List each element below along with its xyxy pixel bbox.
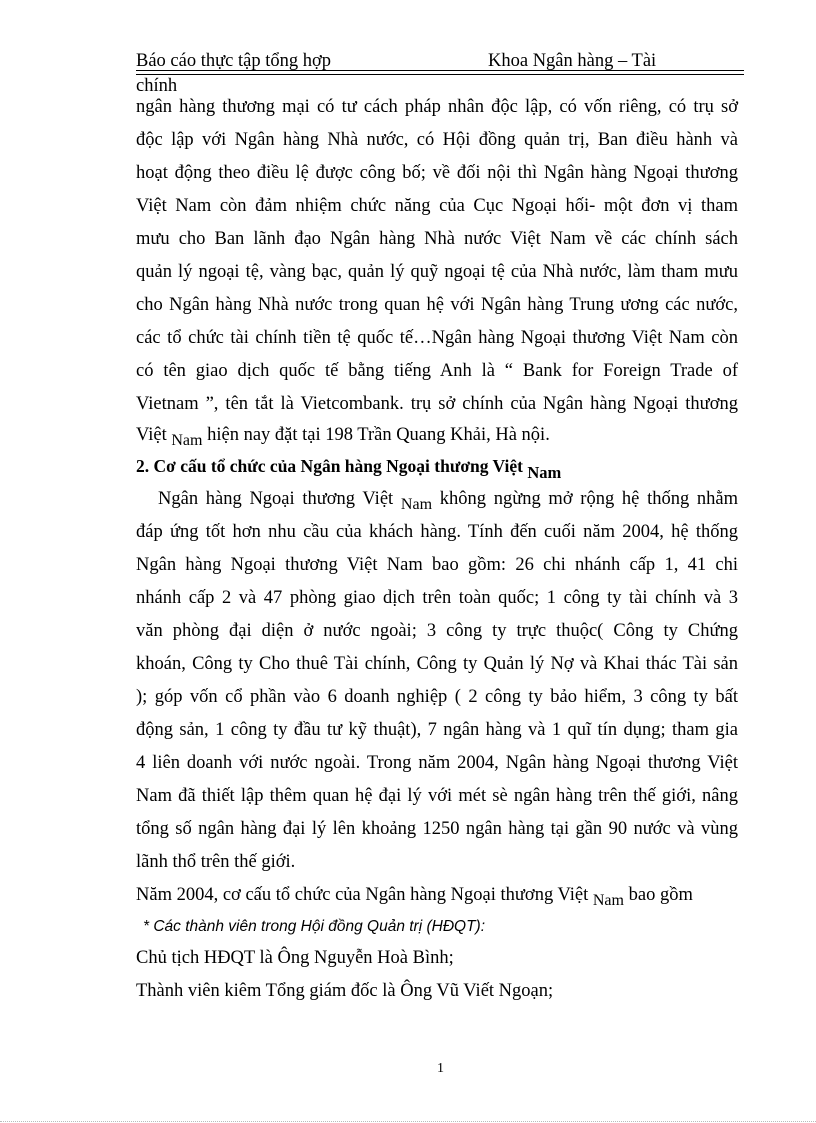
text-line: quản lý ngoại tệ, vàng bạc, quản lý quỹ ngoại tệ của Nhà nước, làm tham mưu: [136, 262, 738, 282]
section-heading: [136, 455, 738, 482]
text-line: đáp ứng tốt hơn nhu cầu của khách hàng. Tính đến cuối năm 2004, hệ thống: [136, 522, 738, 542]
header-rule: [136, 70, 744, 71]
page-number: 1: [437, 1061, 444, 1076]
text-fragment: bao gồm: [628, 885, 693, 905]
paragraph-3: [136, 884, 738, 907]
header-faculty-continuation: chính: [136, 76, 178, 96]
text-line: Ngân hàng Ngoại thương Việt Nam bao gồm: 26 chi nhánh cấp 1, 41 chi: [136, 555, 738, 575]
text-line: văn phòng đại diện ở nước ngoài; 3 công ty trực thuộc( Công ty Chứng: [136, 621, 738, 641]
header-report-title: Báo cáo thực tập tổng hợp: [136, 51, 331, 71]
text-line: [136, 424, 738, 447]
text-fragment: Ngân hàng Ngoại thương Việt: [158, 489, 394, 509]
text-line: khoán, Công ty Cho thuê Tài chính, Công ty Quản lý Nợ và Khai thác Tài sản: [136, 654, 738, 674]
text-line: ); góp vốn cổ phần vào 6 doanh nghiệp ( 2 công ty bảo hiểm, 3 công ty bất: [136, 687, 738, 707]
member-line-general-director: Thành viên kiêm Tổng giám đốc là Ông Vũ Viết Ngoạn;: [136, 981, 554, 1001]
text-line: động sản, 1 công ty đầu tư kỹ thuật), 7 ngân hàng và 1 quĩ tín dụng; tham gia: [136, 720, 738, 740]
header-rule-thin: [136, 74, 744, 75]
text-fragment: không ngừng mở rộng hệ thống nhằm: [439, 489, 739, 509]
text-fragment: hiện nay đặt tại 198 Trần Quang Khải, Hà nội.: [207, 425, 550, 445]
text-line: Việt Nam còn đảm nhiệm chức năng của Cục Ngoại hối- một đơn vị tham: [136, 196, 738, 216]
text-line: Nam đã thiết lập thêm quan hệ đại lý với mét sè ngân hàng trên thế giới, nâng: [136, 786, 738, 806]
text-line: tổng số ngân hàng đại lý lên khoảng 1250 ngân hàng tại gần 90 nước và vùng: [136, 819, 738, 839]
text-fragment: Năm 2004, cơ cấu tổ chức của Ngân hàng Ngoại thương Việt: [136, 885, 589, 905]
text-fragment-lowered: Nam: [592, 892, 624, 909]
member-line-chairman: Chủ tịch HĐQT là Ông Nguyễn Hoà Bình;: [136, 948, 454, 968]
text-fragment-lowered: Nam: [171, 432, 203, 449]
heading-text: 2. Cơ cấu tổ chức của Ngân hàng Ngoại thương Việt: [136, 456, 523, 476]
text-line: mưu cho Ban lãnh đạo Ngân hàng Nhà nước Việt Nam về các chính sách: [136, 229, 738, 249]
board-members-heading: * Các thành viên trong Hội đồng Quản trị (HĐQT):: [143, 918, 486, 935]
text-line: có tên giao dịch quốc tế bằng tiếng Anh là “ Bank for Foreign Trade of: [136, 361, 738, 381]
text-line: Vietnam ”, tên tắt là Vietcombank. trụ sở chính của Ngân hàng Ngoại thương: [136, 394, 738, 414]
text-line: lãnh thổ trên thế giới.: [136, 852, 296, 872]
heading-text-lowered: Nam: [527, 463, 562, 482]
text-line: cho Ngân hàng Nhà nước trong quan hệ với Ngân hàng Trung ương các nước,: [136, 295, 738, 315]
text-line: các tổ chức tài chính tiền tệ quốc tế…Ngân hàng Ngoại thương Việt Nam còn: [136, 328, 738, 348]
text-line: hoạt động theo điều lệ được công bố; về đối nội thì Ngân hàng Ngoại thương: [136, 163, 738, 183]
text-line: 4 liên doanh với nước ngoài. Trong năm 2004, Ngân hàng Ngoại thương Việt: [136, 753, 738, 773]
text-line: nhánh cấp 2 và 47 phòng giao dịch trên toàn quốc; 1 công ty tài chính và 3: [136, 588, 738, 608]
text-fragment: Việt: [136, 425, 167, 445]
header-faculty: Khoa Ngân hàng – Tài: [488, 51, 657, 71]
text-line: ngân hàng thương mại có tư cách pháp nhân độc lập, có vốn riêng, có trụ sở: [136, 97, 738, 117]
page-bottom-border: [0, 1121, 816, 1122]
text-line: độc lập với Ngân hàng Nhà nước, có Hội đồng quản trị, Ban điều hành và: [136, 130, 738, 150]
text-fragment-lowered: Nam: [400, 496, 433, 513]
text-line: [158, 488, 738, 511]
